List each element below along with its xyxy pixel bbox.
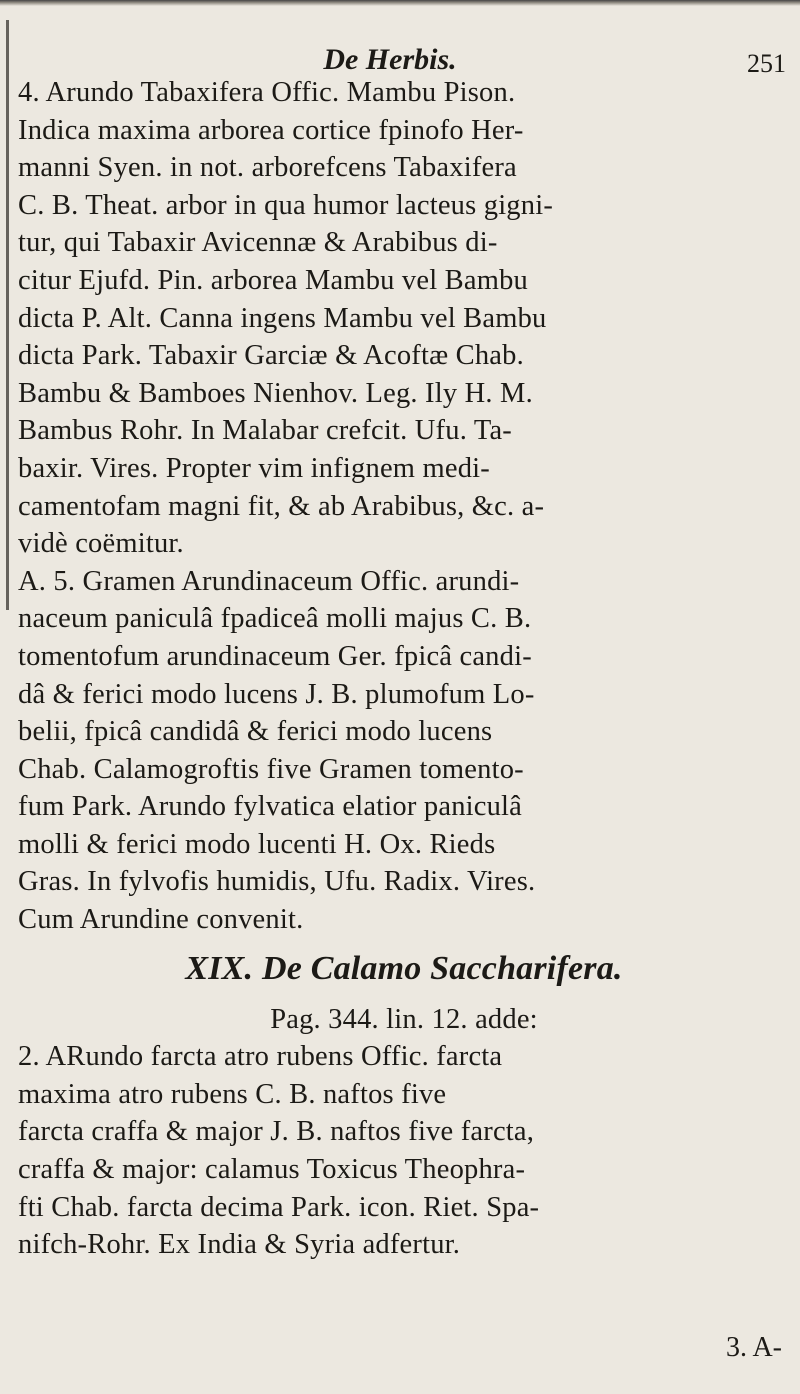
page-top-shadow xyxy=(0,0,800,6)
text-line: molli & ferici modo lucenti H. Ox. Rieds xyxy=(18,828,496,860)
text-line: belii, fpicâ candidâ & ferici modo lucens xyxy=(18,716,493,748)
page-body xyxy=(18,74,790,1264)
text-line: camentofam magni fit, & ab Arabibus, &c. a- xyxy=(18,490,545,522)
catchword: 3. A- xyxy=(726,1332,782,1363)
section-b xyxy=(18,1038,790,1264)
text-line: dicta P. Alt. Canna ingens Mambu vel Bambu xyxy=(18,302,547,334)
text-line: maxima atro rubens C. B. naftos five xyxy=(18,1078,447,1110)
text-line: naceum paniculâ fpadiceâ molli majus C. B. xyxy=(18,603,532,635)
text-line: dâ & ferici modo lucens J. B. plumofum Lo- xyxy=(18,678,535,710)
running-title: De Herbis. xyxy=(323,43,457,76)
text-line: Cum Arundine convenit. xyxy=(18,904,304,936)
text-line: 4. Arundo Tabaxifera Offic. Mambu Pison. xyxy=(18,77,516,108)
text-line: tomentofum arundinaceum Ger. fpicâ candi- xyxy=(18,640,532,672)
text-line: A. 5. Gramen Arundinaceum Offic. arundi- xyxy=(18,565,520,597)
text-line: Chab. Calamogroftis five Gramen tomento- xyxy=(18,753,524,785)
text-line: farcta craffa & major J. B. naftos five farcta, xyxy=(18,1116,535,1148)
page-header xyxy=(0,30,800,80)
text-line: dicta Park. Tabaxir Garciæ & Acoftæ Chab. xyxy=(18,340,524,372)
text-line: manni Syen. in not. arborefcens Tabaxifera xyxy=(18,152,517,184)
text-line: 2. ARundo farcta atro rubens Offic. farcta xyxy=(18,1041,503,1073)
text-line: Bambus Rohr. In Malabar crefcit. Ufu. Ta- xyxy=(18,415,512,447)
text-line: fti Chab. farcta decima Park. icon. Riet. Spa- xyxy=(18,1191,540,1223)
text-line: fum Park. Arundo fylvatica elatior paniculâ xyxy=(18,791,523,823)
left-margin-rule xyxy=(6,20,9,610)
text-line: C. B. Theat. arbor in qua humor lacteus gigni- xyxy=(18,189,554,221)
text-line: Indica maxima arborea cortice fpinofo Her- xyxy=(18,114,524,146)
text-line: craffa & major: calamus Toxicus Theophra- xyxy=(18,1154,526,1186)
section-a xyxy=(18,74,790,939)
text-line: Gras. In fylvofis humidis, Ufu. Radix. Vires. xyxy=(18,866,536,898)
text-line: nifch-Rohr. Ex India & Syria adfertur. xyxy=(18,1229,461,1261)
text-line: baxir. Vires. Propter vim infignem medi- xyxy=(18,452,490,484)
text-line: citur Ejufd. Pin. arborea Mambu vel Bambu xyxy=(18,264,528,296)
text-line: tur, qui Tabaxir Avicennæ & Arabibus di- xyxy=(18,227,498,259)
section-heading: XIX. De Calamo Saccharifera. xyxy=(185,949,623,987)
page-number: 251 xyxy=(747,49,786,78)
reference-line: Pag. 344. lin. 12. adde: xyxy=(270,1003,538,1035)
text-line: Bambu & Bamboes Nienhov. Leg. Ily H. M. xyxy=(18,377,533,409)
text-line: vidè coëmitur. xyxy=(18,528,184,560)
